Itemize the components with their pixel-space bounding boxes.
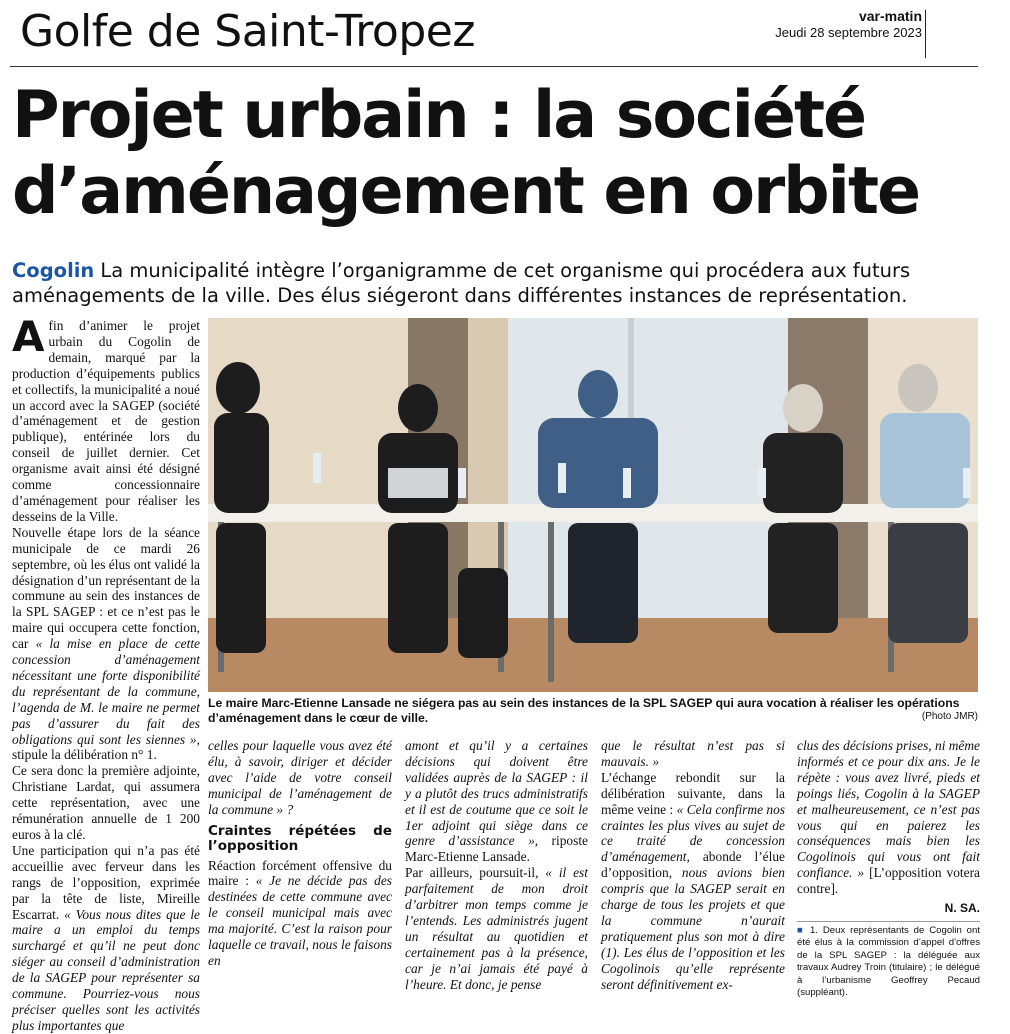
paragraph-1: fin d’animer le projet urbain du Cogolin de demain, marqué par la production d’équipements publics et collectifs, la municipalité a noué un accord avec la SAGEP (société d’aménagement et de gestion publique), entérinée lors du conseil de juillet dernier. Cet organisme avait ainsi été désigné comme concessionnaire d’aménagement pour réaliser les desseins de la Ville.	[12, 318, 200, 524]
paragraph-4-quote: « Vous nous dites que le maire a un emploi du temps surchargé et qu’il ne peut donc siéger au conseil d’administration de la SAGEP pour représenter sa commune. Pourriez-vous nous préciser quelles sont les activités plus importantes que	[12, 906, 200, 1033]
article-column-1	[12, 312, 200, 1034]
meeting-photo	[208, 318, 978, 692]
article-column-2	[208, 738, 392, 969]
section-title: Golfe de Saint-Tropez	[20, 6, 475, 57]
subheading: Craintes répétées de l’opposition	[208, 822, 392, 854]
column-4-quote: que le résultat n’est pas si mauvais. »	[601, 738, 785, 769]
column-3-quote: amont et qu’il y a certaines décisions qui doivent être validées auprès de la SAGEP : il y a plutôt des trucs administratifs et il est de coutume que ce soit le 1er adjoint qui siège dans ce genre d’assistance »	[405, 738, 588, 849]
paragraph-2a: Nouvelle étape lors de la séance municipale de ce mardi 26 septembre, où les élus ont validé la désignation d’un représentant de la commune au sein des instances de la SPL SAGEP : et ce n’est pas le maire qui occupera cette fonction, car	[12, 524, 200, 652]
header-rule	[10, 66, 978, 67]
drop-cap: A	[12, 312, 45, 361]
column-4-quote-3: nous avions bien compris que la SAGEP serait en charge de tous les projets et que la commune n’aurait pratiquement plus son mot à dire (1). Les élus de l’opposition et les Cogolinois qu’elle représente seront définitivement ex-	[601, 865, 785, 992]
paragraph-3: Ce sera donc la première adjointe, Christiane Lardat, qui assumera cette représentation, avec une rémunération annuelle de 1 200 euros à la clé.	[12, 763, 200, 842]
paragraph-2-quote: « la mise en place de cette concession d’aménagement nécessitant une forte disponibilité du représentant de la commune, l’agenda de M. le maire ne permet pas d’assurer du fait des obligations qui sont les siennes »	[12, 636, 200, 747]
lead-paragraph	[12, 258, 987, 308]
column-3-quote-2: « il est parfaitement de mon droit d’arbitrer mon temps comme je l’entends. Les administrés jugent un résultat au quotidien et certainement pas à la présence, car je n’ai jamais été payé à l’heure. Et donc, je pense	[405, 865, 588, 992]
article-column-5	[797, 738, 980, 999]
headline: Projet urbain : la société d’aménagement en orbite	[12, 78, 920, 229]
column-3-text: Par ailleurs, poursuit-il,	[405, 865, 539, 881]
column-5-text: [L’opposition votera contre].	[797, 865, 980, 897]
column-2-text: Réaction forcément offensive du maire :	[208, 857, 392, 889]
column-4-quote-2: « Cela confirme nos craintes les plus vives au sujet de ce traité de concession d’aménagement,	[601, 801, 786, 865]
column-4-text: L’échange rebondit sur la délibération suivante, dans la même veine :	[601, 769, 785, 817]
masthead-divider	[925, 10, 926, 58]
column-2-quote-2: « Je ne décide pas des destinées de cette commune avec le conseil municipal mais avec ma majorité. C’est la raison pour laquelle ce travail, nous le faisons en	[208, 873, 392, 968]
article-column-3	[405, 738, 588, 993]
column-4-attribution: abonde l’élue d’opposition,	[601, 849, 785, 881]
paragraph-2b: , stipule la délibération n° 1.	[12, 731, 200, 763]
footnote-text: 1. Deux représentants de Cogolin ont été élus à la commission d’appel d’offres de la SPL SAGEP : la déléguée aux travaux Audrey Troin (titulaire) ; le délégué à l’urbanisme Geoffrey Pecaud (suppléant).	[797, 924, 981, 998]
column-2-quote: celles pour laquelle vous avez été élu, à savoir, diriger et décider avec l’aide de votre conseil municipal de l’aménagement de la commune » ?	[208, 738, 392, 817]
masthead	[775, 8, 922, 42]
photo-credit: (Photo JMR)	[921, 711, 978, 722]
footnote-bullet-icon: ■	[797, 924, 806, 936]
photo-caption: Le maire Marc-Etienne Lansade ne siégera pas au sein des instances de la SPL SAGEP qui aura vocation à réaliser les opérations d’aménagement dans le cœur de ville.	[208, 696, 960, 725]
lead-kicker: Cogolin	[12, 259, 95, 282]
article-column-4	[601, 738, 785, 993]
lead-text: La municipalité intègre l’organigramme de cet organisme qui procédera aux futurs aménagements de la ville. Des élus siégeront dans différentes instances de représentation.	[12, 259, 911, 307]
column-5-quote: clus des décisions prises, ni même informés et ce pour dix ans. Je le répète : vous avez livré, pieds et poings liés, Cogolin à la SAGEP et malheureusement, ce n’est pas vous qui en paierez les conséquences mais bien les Cogolinois qui vous ont fait confiance. »	[797, 738, 980, 881]
column-3-attribution: , riposte Marc-Etienne Lansade.	[405, 833, 588, 865]
author-signature: N. SA.	[944, 901, 980, 916]
publication-date: Jeudi 28 septembre 2023	[775, 25, 922, 40]
paragraph-4a: Une participation qui n’a pas été accueillie avec ferveur dans les rangs de l’opposition, exprimée par la tête de liste, Mireille Escarrat.	[12, 842, 200, 922]
footnote	[797, 921, 980, 999]
newspaper-name: var-matin	[858, 8, 922, 24]
